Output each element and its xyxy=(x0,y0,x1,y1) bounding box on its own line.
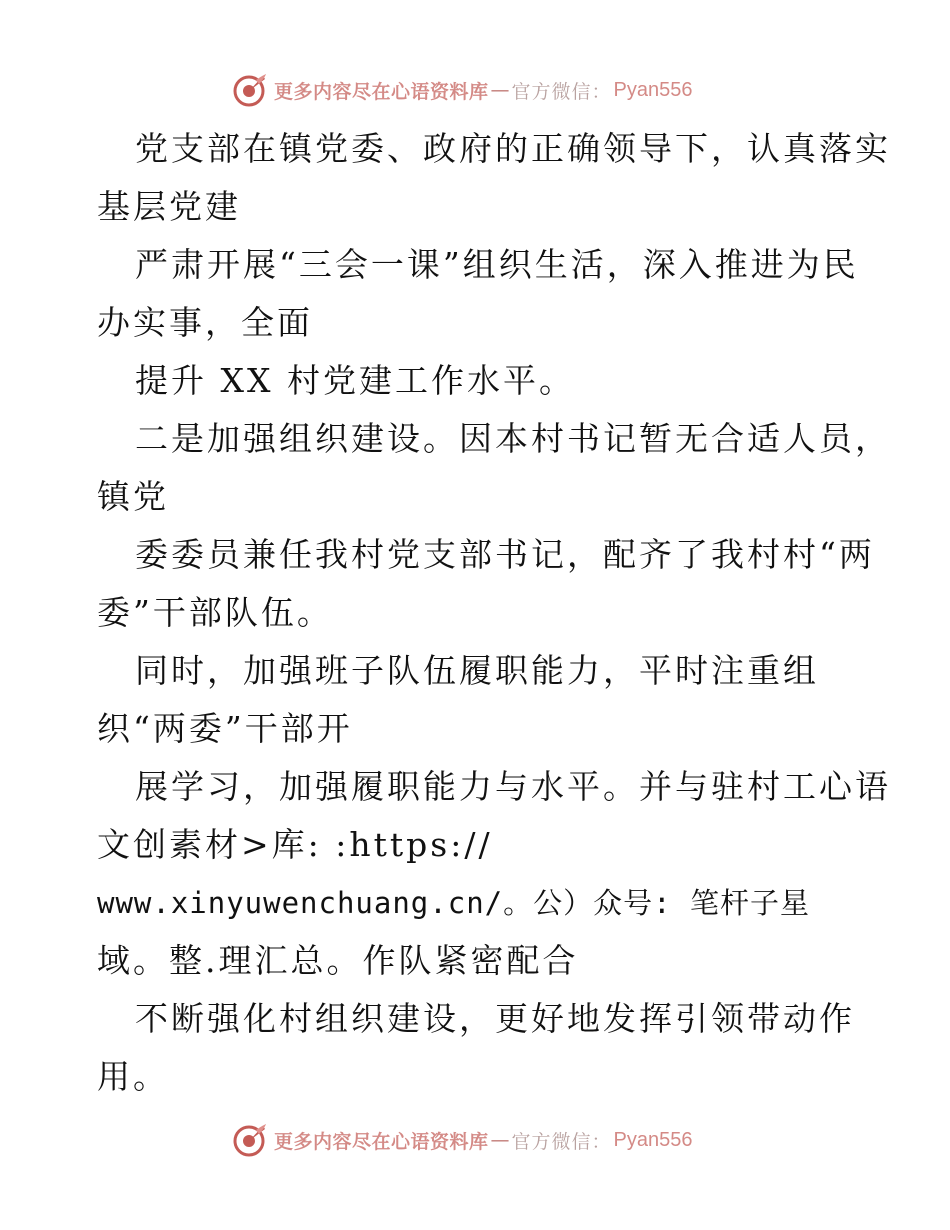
banner-main-text: 更多内容尽在心语资料库 xyxy=(274,80,489,103)
text-line: 不断强化村组织建设，更好地发挥引领带动作 xyxy=(135,999,855,1038)
header-banner xyxy=(232,70,693,110)
quill-logo-icon xyxy=(232,72,268,108)
text-line: www.xinyuwenchuang.cn/。公）众号: 笔杆子星 xyxy=(97,886,811,920)
banner-wechat-id: Pyan556 xyxy=(613,1128,693,1151)
text-line: 域。整.理汇总。作队紧密配合 xyxy=(97,941,579,980)
banner-main-text: 更多内容尽在心语资料库 xyxy=(274,1130,489,1153)
text-line: 委”干部队伍。 xyxy=(97,593,333,632)
text-line: 党支部在镇党委、政府的正确领导下，认真落实 xyxy=(135,129,891,168)
banner-separator: — xyxy=(490,79,510,101)
text-line: 织“两委”干部开 xyxy=(97,709,353,748)
text-line: 二是加强组织建设。因本村书记暂无合适人员， xyxy=(135,419,891,458)
text-line: 展学习，加强履职能力与水平。并与驻村工心语 xyxy=(135,767,891,806)
text-line: 基层党建 xyxy=(97,187,241,226)
banner-wechat-id: Pyan556 xyxy=(613,78,693,101)
text-line: 办实事，全面 xyxy=(97,303,313,342)
banner-separator: — xyxy=(490,1129,510,1151)
quill-logo-icon xyxy=(232,1122,268,1158)
text-line: 严肃开展“三会一课”组织生活，深入推进为民 xyxy=(135,245,859,284)
footer-banner xyxy=(232,1120,693,1160)
banner-wechat-label: 官方微信： xyxy=(511,1130,612,1153)
banner-wechat-label: 官方微信： xyxy=(511,80,612,103)
text-line: 提升 XX 村党建工作水平。 xyxy=(135,361,575,400)
document-body xyxy=(97,120,897,1106)
text-line: 镇党 xyxy=(97,477,169,516)
text-line: 委委员兼任我村党支部书记，配齐了我村村“两 xyxy=(135,535,875,574)
text-line: 同时，加强班子队伍履职能力，平时注重组 xyxy=(135,651,819,690)
text-line: 文创素材>库: :https:// xyxy=(97,825,493,864)
text-line: 用。 xyxy=(97,1057,169,1096)
